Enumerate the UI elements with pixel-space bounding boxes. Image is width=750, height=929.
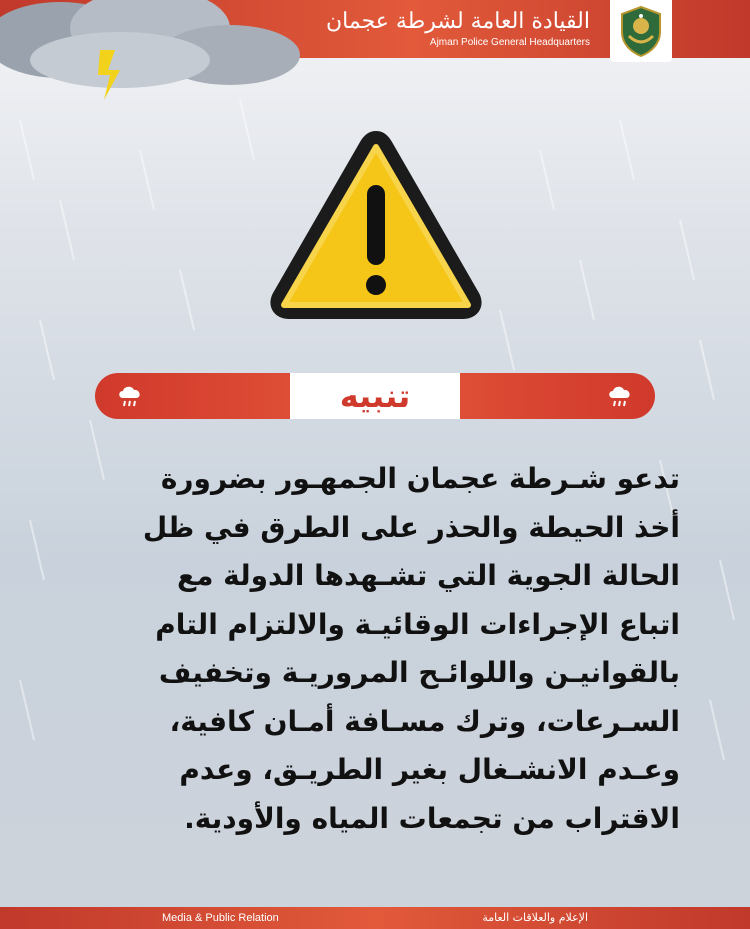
message-line: تدعو شـرطة عجمان الجمهـور بضرورة xyxy=(160,462,680,495)
alert-title: تنبيه xyxy=(290,373,460,419)
rain-cloud-icon xyxy=(605,382,635,410)
message-line: اتباع الإجراءات الوقائيـة والالتزام التام xyxy=(155,607,680,641)
message-line: أخذ الحيطة والحذر على الطرق في ظل xyxy=(142,510,680,544)
footer-department-arabic: الإعلام والعلاقات العامة xyxy=(482,911,588,924)
org-title xyxy=(326,10,590,50)
police-emblem xyxy=(610,0,672,62)
org-name-english: Ajman Police General Headquarters xyxy=(429,37,590,48)
message-line: وعـدم الانشـغال بغير الطريـق، وعدم xyxy=(179,753,680,786)
message-line: الاقتراب من تجمعات المياه والأودية. xyxy=(184,801,680,835)
message-line: الحالة الجوية التي تشـهدها الدولة مع xyxy=(176,559,680,592)
footer-department-english: Media & Public Relation xyxy=(162,912,279,924)
police-emblem-icon xyxy=(616,4,666,58)
warning-triangle-icon xyxy=(265,125,487,325)
rain-cloud-icon xyxy=(115,382,145,410)
org-name-arabic: القيادة العامة لشرطة عجمان xyxy=(326,9,590,34)
message-line: بالقوانيـن واللوائـح المروريـة وتخفيف xyxy=(158,656,680,689)
message-line: السـرعات، وترك مسـافة أمـان كافية، xyxy=(169,704,680,738)
footer-bar xyxy=(0,907,750,929)
alert-message xyxy=(70,455,680,840)
